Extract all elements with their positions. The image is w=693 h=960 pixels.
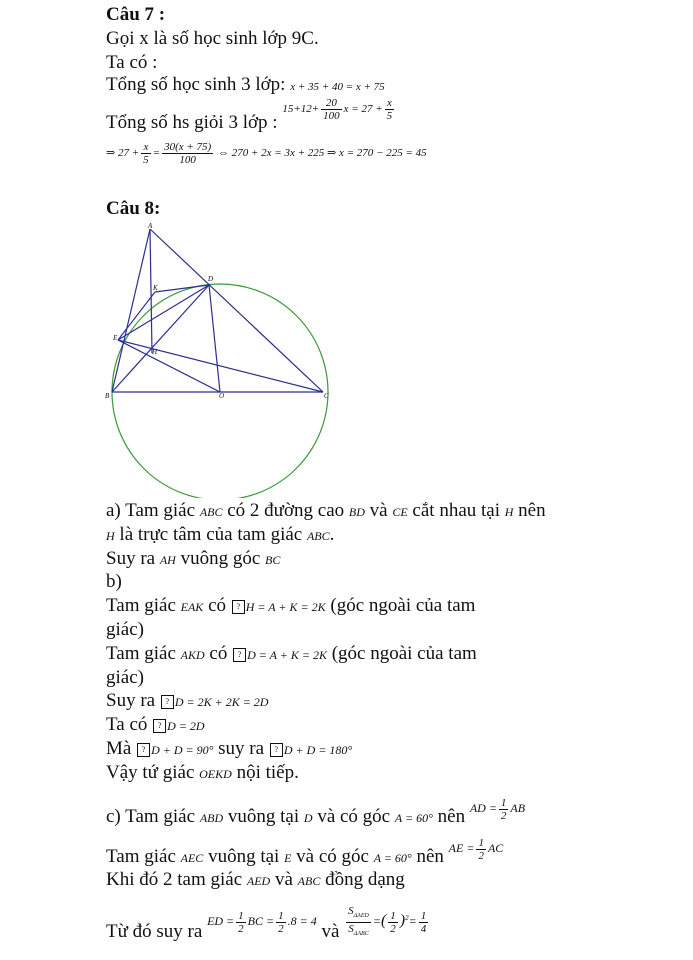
c2-frac bbox=[476, 837, 486, 862]
q7-eq-frac2 bbox=[162, 141, 213, 166]
q7-total-formula: x + 35 + 40 = x + 75 bbox=[290, 81, 385, 93]
c2-formula bbox=[448, 836, 504, 862]
b3-pre: Suy ra bbox=[106, 690, 156, 711]
a3-bc: BC bbox=[265, 553, 281, 567]
segment-ed bbox=[118, 285, 209, 340]
a2-h: H bbox=[106, 529, 115, 543]
b6-pre: Vậy tứ giác bbox=[106, 762, 195, 783]
c4-eq: = bbox=[372, 914, 381, 929]
q7-good-mid: x = 27 + bbox=[343, 103, 383, 115]
a2-abc: ABC bbox=[306, 529, 330, 543]
c1-post: và có góc bbox=[317, 806, 391, 827]
part-b-line-1 bbox=[106, 595, 475, 618]
q7-eq-pre: ⇒ 27 + bbox=[106, 147, 140, 159]
c1-nen: nên bbox=[437, 806, 466, 827]
b1-formula: H = A + K = 2K bbox=[245, 600, 326, 614]
c1-frac-num: 1 bbox=[500, 796, 507, 809]
q7-eq-post: ⇔ 270 + 2x = 3x + 225 ⇒ x = 270 − 225 = 45 bbox=[217, 147, 427, 159]
a1-va: và bbox=[369, 500, 388, 521]
part-c-line-2 bbox=[106, 836, 504, 872]
c4-frac1-den: 2 bbox=[238, 923, 244, 936]
c2-e: E bbox=[284, 851, 292, 865]
b4-pre: Ta có bbox=[106, 714, 148, 735]
c1-frac bbox=[499, 797, 509, 822]
missing-glyph-icon: ? bbox=[270, 743, 283, 757]
c4-formula-ed bbox=[207, 910, 317, 936]
c4-formula-ratio: $\frac{S_{\Delta AED}}{S_{\Delta ABC}}$ =( $\frac{1}{2}$ )$^2$= $\frac{1}{4}$ bbox=[344, 914, 430, 928]
side-ac bbox=[150, 229, 323, 392]
b6-post: nội tiếp. bbox=[236, 762, 299, 783]
c4-frac1 bbox=[236, 910, 246, 935]
c4-frac2-num: 1 bbox=[278, 910, 284, 923]
b2-post: (góc ngoài của tam bbox=[331, 643, 477, 664]
c2-aec: AEC bbox=[180, 851, 204, 865]
q7-eq-frac2-num: 30(x + 75) bbox=[164, 140, 212, 153]
c4-mid: BC = bbox=[247, 914, 275, 929]
b1-eak: EAK bbox=[180, 600, 204, 614]
segment-ke bbox=[118, 292, 155, 340]
label-d: D bbox=[208, 275, 214, 283]
c4-frac3-den: 2 bbox=[390, 923, 396, 936]
missing-glyph-icon: ? bbox=[161, 695, 174, 709]
part-c-line-1 bbox=[106, 796, 526, 832]
b1-post: (góc ngoài của tam bbox=[330, 595, 476, 616]
c1-d: D bbox=[303, 811, 313, 825]
q7-total-label: Tổng số học sinh 3 lớp: bbox=[106, 74, 286, 95]
c4-eq2: = bbox=[408, 914, 417, 929]
question-7-title: Câu 7 : bbox=[106, 4, 166, 25]
label-b: B bbox=[105, 392, 110, 400]
missing-glyph-icon: ? bbox=[233, 648, 246, 662]
c4-frac4 bbox=[419, 910, 429, 935]
c4-s2-sub: ΔABC bbox=[353, 931, 369, 938]
c2-angle: A = 60° bbox=[373, 851, 412, 865]
c1-abd: ABD bbox=[199, 811, 224, 825]
part-a-line-1 bbox=[106, 500, 546, 523]
c1-mid: vuông tại bbox=[227, 806, 300, 827]
c4-va: và bbox=[321, 921, 340, 943]
q7-good-label: Tổng số hs giỏi 3 lớp : bbox=[106, 112, 278, 133]
c4-s2: S bbox=[348, 923, 354, 936]
part-c-line-4 bbox=[106, 905, 430, 943]
q7-eq-frac1-den: 5 bbox=[143, 153, 149, 166]
q7-eq-frac2-den: 100 bbox=[179, 153, 196, 166]
c4-pre: Từ đó suy ra bbox=[106, 921, 203, 943]
label-h: H bbox=[152, 348, 158, 356]
part-b-line-3 bbox=[106, 690, 268, 713]
part-a-line-3 bbox=[106, 548, 280, 571]
q7-good-frac-num: 20 bbox=[321, 97, 342, 110]
b5-mid: suy ra bbox=[218, 738, 265, 759]
label-k: K bbox=[153, 284, 158, 292]
c2-nen: nên bbox=[416, 846, 444, 867]
label-c: C bbox=[324, 392, 329, 400]
c4-sq: 2 bbox=[405, 914, 409, 923]
question-8-title: Câu 8: bbox=[106, 198, 161, 219]
c4-area-ratio bbox=[346, 905, 371, 940]
a1-pre: a) Tam giác bbox=[106, 500, 196, 521]
a3-ah: AH bbox=[159, 553, 176, 567]
a3-pre: Suy ra bbox=[106, 548, 156, 569]
b3-formula: D = 2K + 2K = 2D bbox=[174, 695, 269, 709]
segment-eo bbox=[118, 340, 220, 392]
c4-frac3-num: 1 bbox=[390, 910, 396, 923]
part-b-line-2 bbox=[106, 643, 477, 666]
a2-mid: là trực tâm của tam giác bbox=[119, 524, 303, 545]
c2-post: và có góc bbox=[296, 846, 369, 867]
b1-co: có bbox=[208, 595, 226, 616]
c3-pre: Khi đó 2 tam giác bbox=[106, 869, 243, 890]
c3-aed: AED bbox=[246, 874, 271, 888]
b2-co: có bbox=[209, 643, 228, 664]
c4-frac2 bbox=[276, 910, 286, 935]
c1-pre: c) Tam giác bbox=[106, 806, 196, 827]
c4-s1-sub: ΔAED bbox=[353, 913, 369, 920]
q7-line-1: Gọi x là số học sinh lớp 9C. bbox=[106, 28, 319, 49]
missing-glyph-icon: ? bbox=[153, 719, 166, 733]
part-b-line-5 bbox=[106, 738, 352, 761]
q7-total-line bbox=[106, 74, 385, 98]
c4-ed: ED = bbox=[207, 914, 235, 929]
a1-ce: CE bbox=[392, 505, 408, 519]
q7-equation bbox=[106, 140, 427, 166]
part-b-line-6 bbox=[106, 762, 299, 785]
a3-mid: vuông góc bbox=[180, 548, 261, 569]
q7-eq-equals: = bbox=[152, 147, 161, 159]
q7-eq-frac1-num: x bbox=[141, 141, 151, 154]
a1-post: cắt nhau tại bbox=[412, 500, 500, 521]
segment-ah bbox=[150, 229, 152, 353]
q7-good-frac2-num: x bbox=[385, 97, 395, 110]
q7-good-frac2 bbox=[385, 97, 395, 122]
c4-area-num bbox=[346, 905, 371, 923]
c1-lhs: AD = bbox=[469, 801, 497, 815]
c1-frac-den: 2 bbox=[500, 809, 507, 822]
q7-equation-line bbox=[106, 140, 427, 166]
c2-mid: vuông tại bbox=[208, 846, 280, 867]
q7-eq-frac1 bbox=[141, 141, 151, 166]
c3-post: đồng dạng bbox=[325, 869, 405, 890]
q7-good-frac-den: 100 bbox=[323, 109, 340, 122]
c2-lhs: AE = bbox=[448, 841, 475, 855]
a1-bd: BD bbox=[348, 505, 365, 519]
c4-frac3 bbox=[388, 910, 398, 935]
a1-abc: ABC bbox=[199, 505, 223, 519]
c3-abc: ABC bbox=[297, 874, 321, 888]
q7-good-frac bbox=[321, 97, 342, 122]
c4-frac4-den: 4 bbox=[420, 923, 427, 936]
side-ab bbox=[112, 229, 150, 392]
b5-pre: Mà bbox=[106, 738, 132, 759]
b5-formula2: D + D = 180° bbox=[283, 743, 353, 757]
part-b-line-1-cont: giác) bbox=[106, 619, 144, 640]
part-b-line-2-cont: giác) bbox=[106, 667, 144, 688]
c1-rhs: AB bbox=[510, 801, 526, 815]
part-a-line-2 bbox=[106, 524, 334, 547]
altitude-ce bbox=[118, 340, 323, 392]
q7-good-formula bbox=[282, 96, 396, 122]
a1-h: H bbox=[504, 505, 514, 519]
b4-formula: D = 2D bbox=[167, 719, 205, 733]
b2-pre: Tam giác bbox=[106, 643, 176, 664]
b2-akd: AKD bbox=[180, 648, 205, 662]
c4-area-den bbox=[346, 923, 371, 940]
c3-va: và bbox=[274, 869, 293, 890]
c1-angle: A = 60° bbox=[394, 811, 433, 825]
missing-glyph-icon: ? bbox=[137, 743, 150, 757]
label-a: A bbox=[148, 222, 153, 230]
c2-frac-num: 1 bbox=[478, 836, 484, 849]
c4-s1: S bbox=[348, 905, 354, 917]
c4-frac4-num: 1 bbox=[420, 910, 427, 923]
label-o: O bbox=[219, 392, 225, 400]
part-c-line-3 bbox=[106, 869, 405, 892]
c2-frac-den: 2 bbox=[478, 849, 484, 862]
b6-oekd: OEKD bbox=[199, 767, 232, 781]
c4-frac1-num: 1 bbox=[238, 910, 244, 923]
a2-dot: . bbox=[329, 524, 335, 545]
a1-mid: có 2 đường cao bbox=[227, 500, 345, 521]
part-b-line-4 bbox=[106, 714, 205, 737]
a1-nen: nên bbox=[518, 500, 546, 521]
c2-pre: Tam giác bbox=[106, 846, 176, 867]
q7-good-frac2-den: 5 bbox=[386, 109, 393, 122]
q7-good-pre: 15+12+ bbox=[282, 103, 320, 115]
b1-pre: Tam giác bbox=[106, 595, 176, 616]
c4-end: .8 = 4 bbox=[287, 914, 317, 929]
b5-formula: D + D = 90° bbox=[151, 743, 214, 757]
q7-good-line bbox=[106, 96, 396, 133]
missing-glyph-icon: ? bbox=[232, 600, 245, 614]
part-b-label: b) bbox=[106, 571, 122, 592]
q7-line-2: Ta có : bbox=[106, 52, 158, 73]
label-e: E bbox=[113, 334, 118, 342]
c4-frac2-den: 2 bbox=[278, 923, 284, 936]
c2-rhs: AC bbox=[487, 841, 504, 855]
c1-formula bbox=[469, 796, 526, 822]
b2-formula: D = A + K = 2K bbox=[247, 648, 327, 662]
geometry-figure bbox=[100, 222, 340, 498]
segment-do bbox=[209, 285, 220, 392]
